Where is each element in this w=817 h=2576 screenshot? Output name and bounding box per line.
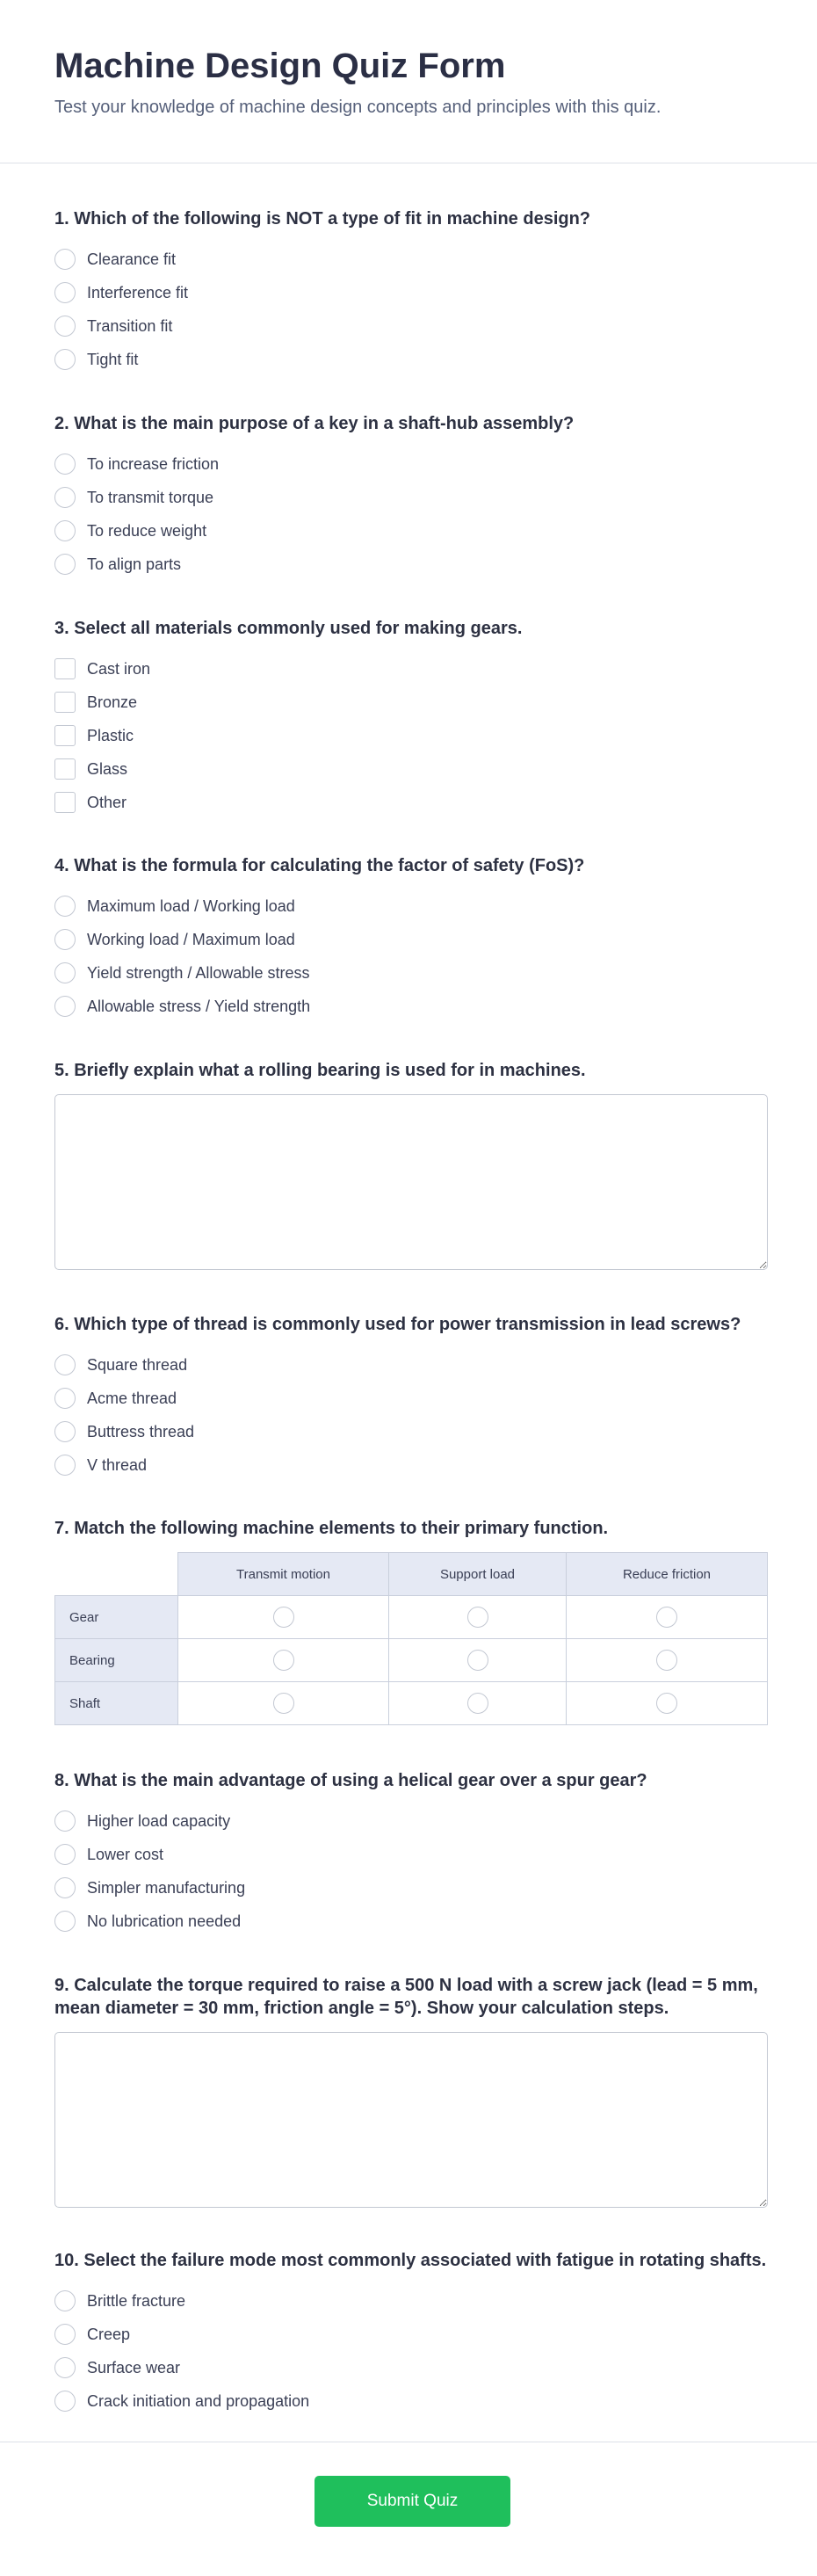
checkbox[interactable]: [54, 792, 76, 813]
question-title: 2. What is the main purpose of a key in a shaft-hub assembly?: [54, 414, 575, 433]
form-footer: [0, 2442, 817, 2576]
checkbox[interactable]: [54, 658, 76, 679]
checkbox[interactable]: [54, 758, 76, 780]
radio-option[interactable]: [54, 1871, 768, 1905]
option-label: Brittle fracture: [87, 2292, 186, 2310]
matrix-column-header: Support load: [389, 1553, 567, 1596]
radio-button[interactable]: [54, 1354, 76, 1375]
question-title: 1. Which of the following is NOT a type of fit in machine design?: [54, 209, 591, 229]
option-label: To reduce weight: [87, 522, 207, 540]
question-title: 9. Calculate the torque required to raise a 500 N load with a screw jack (lead = 5 mm, mean diameter = 30 mm, friction angle = 5°). Show your calculation steps.: [54, 1976, 758, 2018]
question-9: [54, 1974, 768, 2208]
radio-button[interactable]: [54, 1844, 76, 1865]
option-label: Allowable stress / Yield strength: [87, 998, 311, 1015]
checkbox-option[interactable]: [54, 686, 768, 719]
matrix-row: [55, 1639, 768, 1682]
radio-option[interactable]: [54, 548, 768, 581]
option-label: Surface wear: [87, 2359, 181, 2376]
radio-option[interactable]: [54, 2384, 768, 2418]
checkbox-group: [54, 652, 768, 819]
radio-option[interactable]: [54, 923, 768, 956]
radio-button[interactable]: [54, 2290, 76, 2311]
radio-button[interactable]: [54, 996, 76, 1017]
submit-quiz-button[interactable]: Submit Quiz: [315, 2476, 510, 2527]
radio-button[interactable]: [656, 1693, 677, 1714]
question-2: [54, 412, 768, 581]
checkbox-option[interactable]: [54, 652, 768, 686]
radio-option[interactable]: [54, 276, 768, 309]
radio-button[interactable]: [467, 1650, 488, 1671]
radio-button[interactable]: [467, 1693, 488, 1714]
option-label: Bronze: [87, 693, 138, 711]
option-label: Higher load capacity: [87, 1812, 231, 1830]
question-5: [54, 1059, 768, 1270]
option-label: Glass: [87, 760, 128, 778]
matrix-cell: [389, 1682, 567, 1725]
radio-option[interactable]: [54, 1448, 768, 1482]
matrix-cell: [389, 1596, 567, 1639]
question-title: 5. Briefly explain what a rolling bearing is used for in machines.: [54, 1061, 586, 1080]
matrix-row: [55, 1682, 768, 1725]
page-title: Machine Design Quiz Form: [54, 47, 506, 85]
question-title: 7. Match the following machine elements to their primary function.: [54, 1519, 609, 1538]
radio-button[interactable]: [54, 896, 76, 917]
radio-button[interactable]: [54, 282, 76, 303]
radio-button[interactable]: [54, 2357, 76, 2378]
radio-button[interactable]: [273, 1650, 294, 1671]
answer-textarea[interactable]: [54, 1094, 768, 1270]
radio-option[interactable]: [54, 1838, 768, 1871]
question-title: 4. What is the formula for calculating the factor of safety (FoS)?: [54, 856, 585, 875]
radio-button[interactable]: [54, 1421, 76, 1442]
option-label: To transmit torque: [87, 489, 214, 506]
radio-option[interactable]: [54, 1415, 768, 1448]
matrix-row-header: Gear: [55, 1596, 178, 1639]
radio-option[interactable]: [54, 889, 768, 923]
option-label: No lubrication needed: [87, 1912, 242, 1930]
radio-option[interactable]: [54, 243, 768, 276]
question-7: [54, 1517, 768, 1725]
radio-option[interactable]: [54, 309, 768, 343]
matrix-row-header: Bearing: [55, 1639, 178, 1682]
radio-option[interactable]: [54, 481, 768, 514]
radio-group: [54, 1804, 768, 1938]
option-label: Acme thread: [87, 1390, 177, 1407]
checkbox-option[interactable]: [54, 752, 768, 786]
matrix-row-header: Shaft: [55, 1682, 178, 1725]
radio-button[interactable]: [54, 1810, 76, 1832]
option-label: Transition fit: [87, 317, 173, 335]
question-3: [54, 617, 768, 819]
checkbox-option[interactable]: [54, 719, 768, 752]
radio-button[interactable]: [273, 1693, 294, 1714]
question-8: [54, 1769, 768, 1938]
matrix-corner: [55, 1553, 178, 1596]
option-label: Working load / Maximum load: [87, 931, 295, 948]
radio-option[interactable]: [54, 990, 768, 1023]
radio-option[interactable]: [54, 447, 768, 481]
option-label: Yield strength / Allowable stress: [87, 964, 310, 982]
page-subtitle: Test your knowledge of machine design concepts and principles with this quiz.: [54, 98, 662, 117]
radio-button[interactable]: [54, 1911, 76, 1932]
question-1: [54, 207, 768, 376]
radio-option[interactable]: [54, 1804, 768, 1838]
radio-button[interactable]: [54, 316, 76, 337]
option-label: Interference fit: [87, 284, 189, 301]
radio-option[interactable]: [54, 956, 768, 990]
matrix-column-header: Transmit motion: [178, 1553, 389, 1596]
radio-button[interactable]: [54, 520, 76, 541]
radio-button[interactable]: [54, 2391, 76, 2412]
radio-button[interactable]: [656, 1650, 677, 1671]
matrix-cell: [567, 1596, 768, 1639]
option-label: To increase friction: [87, 455, 220, 473]
option-label: Crack initiation and propagation: [87, 2392, 310, 2410]
option-label: Buttress thread: [87, 1423, 195, 1440]
matrix-cell: [178, 1639, 389, 1682]
radio-option[interactable]: [54, 1905, 768, 1938]
option-label: Other: [87, 794, 127, 811]
question-4: [54, 854, 768, 1023]
radio-option[interactable]: [54, 1382, 768, 1415]
radio-option[interactable]: [54, 343, 768, 376]
checkbox[interactable]: [54, 692, 76, 713]
radio-group: [54, 447, 768, 581]
question-title: 10. Select the failure mode most commonly associated with fatigue in rotating shafts.: [54, 2251, 767, 2270]
option-label: To align parts: [87, 555, 182, 573]
radio-button[interactable]: [54, 349, 76, 370]
option-label: Plastic: [87, 727, 134, 744]
radio-group: [54, 243, 768, 376]
radio-button[interactable]: [54, 554, 76, 575]
option-label: Tight fit: [87, 351, 139, 368]
radio-option[interactable]: [54, 1348, 768, 1382]
matrix-cell: [389, 1639, 567, 1682]
option-label: Clearance fit: [87, 250, 177, 268]
radio-button[interactable]: [273, 1607, 294, 1628]
option-label: V thread: [87, 1456, 148, 1474]
radio-button[interactable]: [54, 249, 76, 270]
radio-button[interactable]: [54, 487, 76, 508]
radio-option[interactable]: [54, 2351, 768, 2384]
radio-group: [54, 2284, 768, 2418]
question-title: 8. What is the main advantage of using a helical gear over a spur gear?: [54, 1771, 647, 1790]
radio-option[interactable]: [54, 514, 768, 548]
matrix-cell: [178, 1596, 389, 1639]
option-label: Maximum load / Working load: [87, 897, 295, 915]
radio-group: [54, 1348, 768, 1482]
option-label: Lower cost: [87, 1846, 164, 1863]
option-label: Creep: [87, 2326, 131, 2343]
question-10: [54, 2249, 768, 2418]
answer-textarea[interactable]: [54, 2032, 768, 2208]
option-label: Simpler manufacturing: [87, 1879, 246, 1897]
checkbox[interactable]: [54, 725, 76, 746]
matrix-row: [55, 1596, 768, 1639]
radio-button[interactable]: [54, 962, 76, 983]
option-label: Cast iron: [87, 660, 151, 678]
matrix-cell: [567, 1682, 768, 1725]
matrix-cell: [567, 1639, 768, 1682]
radio-button[interactable]: [54, 454, 76, 475]
radio-button[interactable]: [54, 1877, 76, 1898]
question-6: [54, 1313, 768, 1482]
radio-button[interactable]: [467, 1607, 488, 1628]
form-header: [0, 0, 817, 163]
matrix-column-header: Reduce friction: [567, 1553, 768, 1596]
question-title: 6. Which type of thread is commonly used for power transmission in lead screws?: [54, 1315, 741, 1334]
option-label: Square thread: [87, 1356, 188, 1374]
matrix-cell: [178, 1682, 389, 1725]
radio-button[interactable]: [656, 1607, 677, 1628]
matrix-table: [54, 1552, 768, 1725]
radio-button[interactable]: [54, 1455, 76, 1476]
checkbox-option[interactable]: [54, 786, 768, 819]
radio-option[interactable]: [54, 2284, 768, 2318]
radio-button[interactable]: [54, 929, 76, 950]
radio-button[interactable]: [54, 2324, 76, 2345]
radio-button[interactable]: [54, 1388, 76, 1409]
question-title: 3. Select all materials commonly used for making gears.: [54, 619, 523, 638]
radio-option[interactable]: [54, 2318, 768, 2351]
radio-group: [54, 889, 768, 1023]
